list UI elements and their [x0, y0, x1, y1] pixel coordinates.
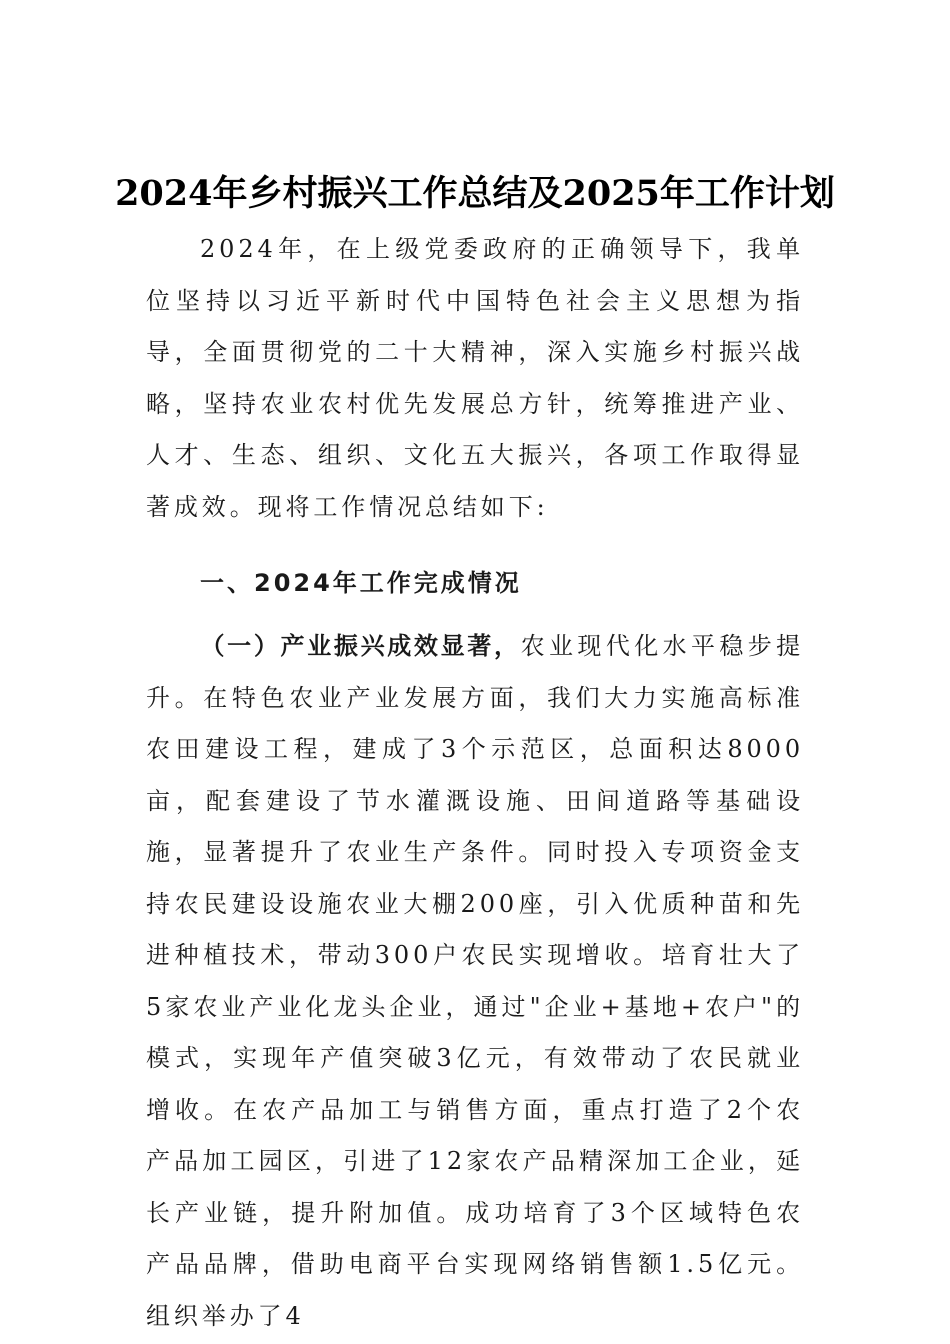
section-heading: 一、2024年工作完成情况: [200, 569, 522, 597]
subsection-body: 农业现代化水平稳步提升。在特色农业产业发展方面，我们大力实施高标准农田建设工程，建成了3个示范区，总面积达8000亩，配套建设了节水灌溉设施、田间道路等基础设施，显著提升了农业生产条件。同时投入专项资金支持农民建设设施农业大棚200座，引入优质种苗和先进种植技术，带动300户农民实现增收。培育壮大了5家农业产业化龙头企业，通过"企业+基地+农户"的模式，实现年产值突破3亿元，有效带动了农民就业增收。在农产品加工与销售方面，重点打造了2个农产品加工园区，引进了12家农产品精深加工企业，延长产业链，提升附加值。成功培育了3个区域特色农产品品牌，借助电商平台实现网络销售额1.5亿元。组织举办了4: [146, 632, 805, 1330]
subsection-lead: （一）产业振兴成效显著，: [200, 632, 521, 660]
intro-paragraph: [146, 224, 804, 533]
document-title: 2024年乡村振兴工作总结及2025年工作计划: [115, 173, 835, 214]
industry-paragraph: [146, 621, 804, 1342]
section-heading-paragraph: [146, 558, 804, 610]
intro-text: 2024年，在上级党委政府的正确领导下，我单位坚持以习近平新时代中国特色社会主义思想为指导，全面贯彻党的二十大精神，深入实施乡村振兴战略，坚持农业农村优先发展总方针，统筹推进产业、人才、生态、组织、文化五大振兴，各项工作取得显著成效。现将工作情况总结如下:: [146, 235, 804, 521]
